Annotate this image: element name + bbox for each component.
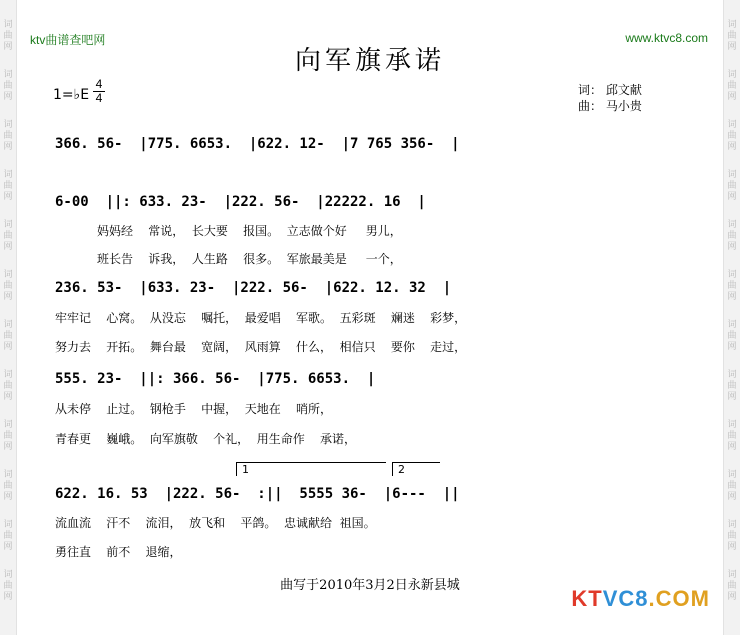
lyric-row: 流血流 汗不 流泪， 放飞和 平鸽。 忠诚献给 祖国。	[55, 516, 376, 530]
logo-part: KT	[571, 586, 603, 611]
watermark-text: 词曲网	[3, 370, 13, 402]
watermark-text: 词曲网	[727, 370, 737, 402]
volta-second-ending: 2	[392, 462, 440, 476]
notation-row: 236. 53- |633. 23- |222. 56- |622. 12. 32 |	[55, 280, 452, 296]
watermark-text: 词曲网	[727, 70, 737, 102]
volta-first-ending: 1	[236, 462, 386, 476]
lyric-row: 努力去 开拓。 舞台最 宽阔， 风雨算 什么， 相信只 要你 走过，	[55, 340, 467, 354]
lyric-row: 青春更 巍峨。 向军旗敬 个礼， 用生命作 承诺，	[55, 432, 357, 446]
site-url-right: www.ktvc8.com	[625, 31, 708, 45]
lyric-row: 勇往直 前不 退缩，	[55, 545, 182, 559]
watermark-text: 词曲网	[727, 120, 737, 152]
watermark-text: 词曲网	[727, 520, 737, 552]
watermark-text: 词曲网	[3, 20, 13, 52]
credits	[578, 82, 642, 114]
watermark-text: 词曲网	[3, 320, 13, 352]
watermark-text: 词曲网	[727, 570, 737, 602]
composer: 曲： 马小贵	[578, 99, 642, 113]
watermark-text: 词曲网	[3, 70, 13, 102]
site-logo	[571, 586, 710, 612]
notation-row: 6-00 ||: 633. 23- |222. 56- |22222. 16 |	[55, 194, 426, 210]
watermark-text: 词曲网	[3, 170, 13, 202]
site-name-left: ktv曲谱查吧网	[30, 33, 106, 47]
watermark-text: 词曲网	[727, 470, 737, 502]
watermark-text: 词曲网	[3, 270, 13, 302]
watermark-text: 词曲网	[727, 420, 737, 452]
watermark-text: 词曲网	[3, 570, 13, 602]
lyric-row: 牢牢记 心窝。 从没忘 嘱托， 最爱唱 军歌。 五彩斑 斓迷 彩梦，	[55, 311, 467, 325]
lyric-row: 妈妈经 常说， 长大要 报国。 立志做个好 男儿，	[55, 224, 402, 238]
lyric-row: 从未停 止过。 钢枪手 中握， 天地在 哨所，	[55, 402, 333, 416]
watermark-text: 词曲网	[3, 470, 13, 502]
notation-row: 622. 16. 53 |222. 56- :|| 5555 36- |6--- ||	[55, 486, 460, 502]
watermark-text: 词曲网	[727, 170, 737, 202]
song-title: 向军旗承诺	[294, 46, 445, 76]
notation-row: 366. 56- |775. 6653. |622. 12- |7 765 356- |	[55, 136, 460, 152]
composition-note: 曲写于2010年3月2日永新县城	[280, 578, 460, 593]
time-signature	[93, 78, 105, 105]
notation-row: 555. 23- ||: 366. 56- |775. 6653. |	[55, 371, 376, 387]
time-signature-top: 4	[95, 77, 103, 91]
watermark-text: 词曲网	[3, 520, 13, 552]
watermark-text: 词曲网	[3, 220, 13, 252]
watermark-text: 词曲网	[727, 320, 737, 352]
logo-part: .COM	[648, 586, 710, 611]
logo-part: VC8	[602, 586, 649, 611]
watermark-text: 词曲网	[727, 220, 737, 252]
watermark-text: 词曲网	[3, 120, 13, 152]
lyricist: 词： 邱文献	[578, 83, 642, 97]
watermark-text: 词曲网	[727, 270, 737, 302]
watermark-text: 词曲网	[727, 20, 737, 52]
watermark-text: 词曲网	[3, 420, 13, 452]
time-signature-bottom: 4	[95, 91, 103, 105]
key-signature: 1=♭E	[53, 87, 90, 103]
lyric-row: 班长告 诉我， 人生路 很多。 军旅最美是 一个，	[55, 252, 402, 266]
